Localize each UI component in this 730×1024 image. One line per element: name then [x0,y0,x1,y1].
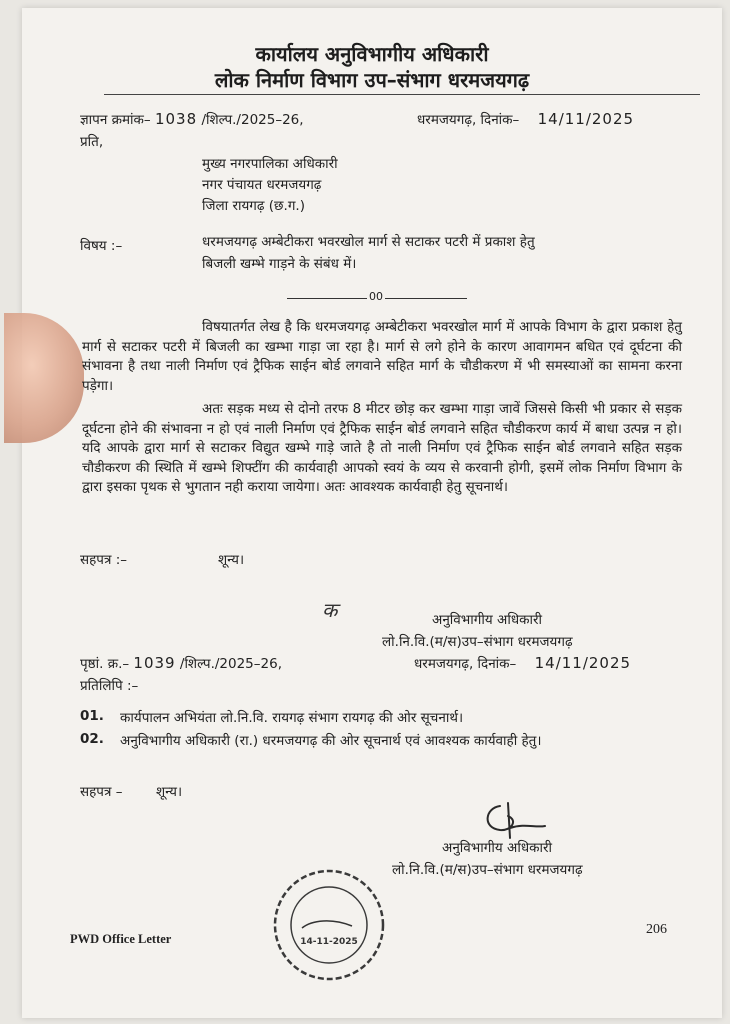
memo-number-label: ज्ञापन क्रमांक– [80,112,151,128]
reference-date-line [417,110,634,128]
office-seal-stamp [272,868,387,983]
enclosure-label-2: सहपत्र – [80,784,123,800]
enclosure-label: सहपत्र :– [80,552,128,568]
memo-number: 1038 [154,110,198,128]
endorsement-suffix: /शिल्प./2025–26, [179,656,282,672]
place-date-label: धरमजयगढ़, दिनांक– [417,112,520,128]
copy-number: 02. [80,731,104,747]
copy-recipient: अनुविभागीय अधिकारी (रा.) धरमजयगढ़ की ओर सूचनार्थ एवं आवश्यक कार्यवाही हेतु। [120,733,542,749]
handwritten-signature [470,798,550,843]
letter-date: 14/11/2025 [537,110,635,128]
memo-number-suffix: /शिल्प./2025–26, [201,112,304,128]
signature-initials: क [322,598,338,622]
endorsement-label: पृष्ठां. क्र.– [80,656,130,672]
copy-to-label: प्रतिलिपि :– [80,678,139,694]
addressee-line-3: जिला रायगढ़ (छ.ग.) [202,198,305,214]
thumb-in-photo [4,313,84,443]
page-number: 206 [646,922,667,937]
signatory-title-2: अनुविभागीय अधिकारी [442,840,553,856]
office-title: कार्यालय अनुविभागीय अधिकारी [255,42,489,66]
office-subtitle: लोक निर्माण विभाग उप–संभाग धरमजयगढ़ [214,68,530,92]
endorsement-number: 1039 [133,654,176,672]
signatory-office: लो.नि.वि.(म/स)उप–संभाग धरमजयगढ़ [382,634,573,650]
enclosure-value-2: शून्य। [156,784,183,800]
header-rule [104,94,700,95]
subject-label: विषय :– [80,238,123,254]
endorsement-line [80,654,282,672]
divider-mark: 00 [369,290,383,303]
stamp-date: 14-11-2025 [300,937,358,947]
enclosure-value: शून्य। [218,552,245,568]
body-paragraph-2: अतः सड़क मध्य से दोनो तरफ 8 मीटर छोड़ कर खम्भा गाड़ा जावें जिससे किसी भी प्रकार से सड़क दूर्घटना होने की संभावना न हो एवं नाली निर्माण एवं ट्रैफिक साईन बोर्ड लगवाने सहित चौडीकरण कार्य में बाधा उत्पन्न न हो। यदि आपके द्वारा मार्ग से सटाकर विद्युत खम्भे गाड़े जाते है तो नाली निर्माण एवं ट्रैफिक साईन बोर्ड लगवाने सहित सड़क चौडीकरण की स्थिति में खम्भे शिफ्टींग की कार्यवाही आपको स्वयं के व्यय से करवानी होगी, इसमें लोक निर्माण विभाग के द्वारा इसका पृथक से भुगतान नही कराया जायेगा। अतः आवश्यक कार्यवाही हेतु सूचनार्थ। [82,401,682,495]
endorsement-date-line [414,654,631,672]
body-paragraph-1: विषयातर्गत लेख है कि धरमजयगढ़ अम्बेटीकरा भवरखोल मार्ग में आपके विभाग के द्वारा प्रकाश हेतु मार्ग से सटाकर पटरी में बिजली का खम्भा गाड़ा जा रहा है। मार्ग से लगे होने के कारण आवागमन बधित एवं दूर्घटना की संभावना है तथा नाली निर्माण एवं ट्रैफिक साईन बोर्ड लगवाने सहित मार्ग के चौडीकरण में भी समस्याओं का सामना करना पड़ेगा। [82,319,682,394]
reference-line [80,110,304,128]
endorsement-place-label: धरमजयगढ़, दिनांक– [414,656,517,672]
subject-line-1: धरमजयगढ़ अम्बेटीकरा भवरखोल मार्ग से सटाकर पटरी में प्रकाश हेतु [202,234,535,250]
footer-label: PWD Office Letter [70,932,172,946]
addressee-line-1: मुख्य नगरपालिका अधिकारी [202,156,338,172]
endorsement-date: 14/11/2025 [534,654,632,672]
signatory-title: अनुविभागीय अधिकारी [432,612,543,628]
letter-page [22,8,722,1018]
addressee-line-2: नगर पंचायत धरमजयगढ़ [202,177,322,193]
copy-number: 01. [80,708,104,724]
signatory-office-2: लो.नि.वि.(म/स)उप–संभाग धरमजयगढ़ [392,862,583,878]
subject-line-2: बिजली खम्भे गाड़ने के संबंध में। [202,256,357,272]
to-label: प्रति, [80,134,104,150]
copy-recipient: कार्यपालन अभियंता लो.नि.वि. रायगढ़ संभाग रायगढ़ की ओर सूचनार्थ। [120,710,464,726]
